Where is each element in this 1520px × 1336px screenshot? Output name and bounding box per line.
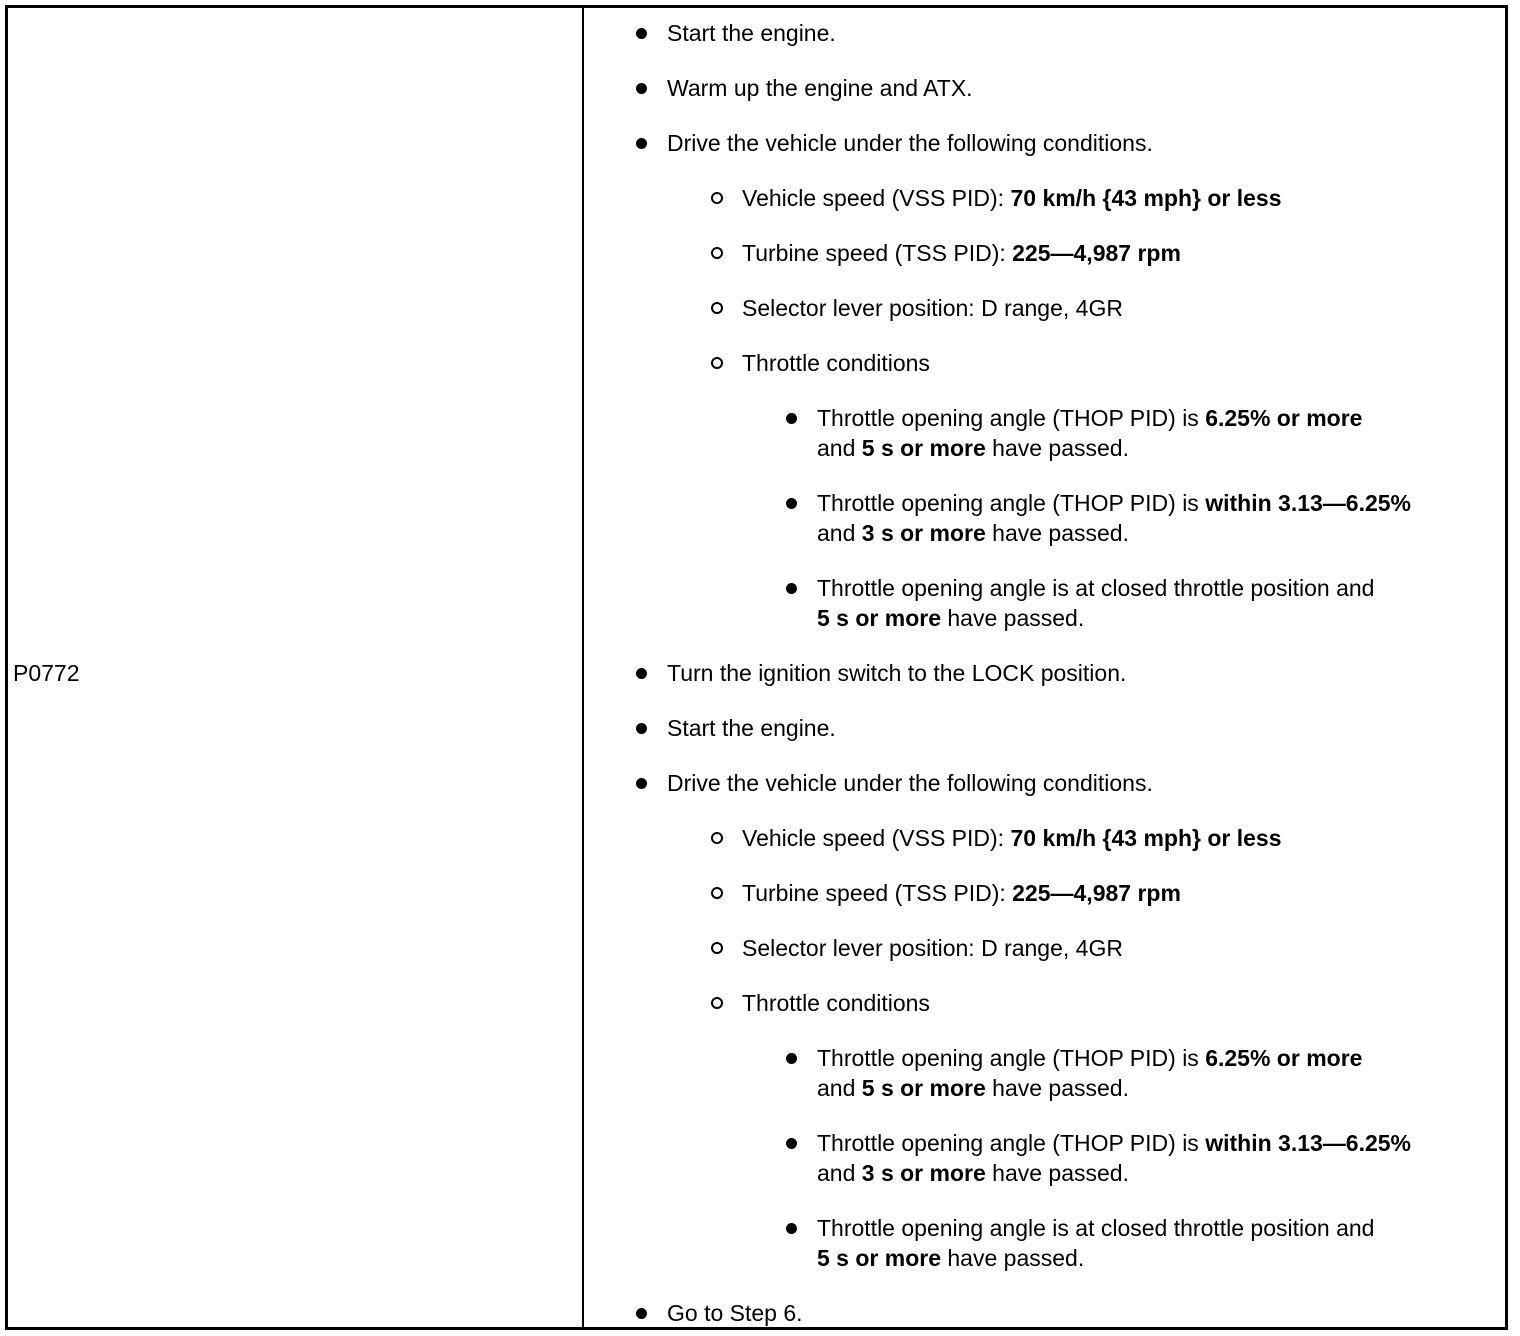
hollow-bullet-icon [711, 192, 723, 204]
hollow-bullet-icon [711, 357, 723, 369]
filled-bullet-icon [636, 1308, 647, 1319]
throttle-condition-mid: Throttle opening angle (THOP PID) is within 3.13—6.25% and 3 s or more have passed. [817, 1128, 1437, 1188]
condition-selector-lever: Selector lever position: D range, 4GR [742, 293, 1123, 323]
condition-turbine-speed: Turbine speed (TSS PID): 225—4,987 rpm [742, 878, 1181, 908]
throttle-condition-closed: Throttle opening angle is at closed throttle position and 5 s or more have passed. [817, 573, 1437, 633]
step-drive-vehicle-again: Drive the vehicle under the following conditions. [667, 768, 1153, 798]
hollow-bullet-icon [711, 942, 723, 954]
step-go-to-step-6: Go to Step 6. [667, 1298, 803, 1328]
filled-bullet-icon [786, 1138, 797, 1149]
hollow-bullet-icon [711, 832, 723, 844]
procedure-steps-cell [586, 8, 1505, 1327]
step-start-engine-again: Start the engine. [667, 713, 836, 743]
filled-bullet-icon [786, 498, 797, 509]
filled-bullet-icon [636, 778, 647, 789]
hollow-bullet-icon [711, 302, 723, 314]
hollow-bullet-icon [711, 997, 723, 1009]
condition-throttle: Throttle conditions [742, 348, 930, 378]
step-warm-up: Warm up the engine and ATX. [667, 73, 973, 103]
throttle-condition-closed: Throttle opening angle is at closed throttle position and 5 s or more have passed. [817, 1213, 1437, 1273]
procedure-table [5, 5, 1508, 1330]
filled-bullet-icon [636, 723, 647, 734]
filled-bullet-icon [786, 1223, 797, 1234]
filled-bullet-icon [786, 583, 797, 594]
filled-bullet-icon [786, 413, 797, 424]
step-start-engine: Start the engine. [667, 18, 836, 48]
hollow-bullet-icon [711, 247, 723, 259]
throttle-condition-wide: Throttle opening angle (THOP PID) is 6.25% or more and 5 s or more have passed. [817, 1043, 1437, 1103]
condition-vehicle-speed: Vehicle speed (VSS PID): 70 km/h {43 mph} or less [742, 823, 1281, 853]
condition-selector-lever: Selector lever position: D range, 4GR [742, 933, 1123, 963]
filled-bullet-icon [636, 28, 647, 39]
condition-throttle: Throttle conditions [742, 988, 930, 1018]
throttle-condition-mid: Throttle opening angle (THOP PID) is within 3.13—6.25% and 3 s or more have passed. [817, 488, 1437, 548]
step-ignition-lock: Turn the ignition switch to the LOCK position. [667, 658, 1126, 688]
condition-turbine-speed: Turbine speed (TSS PID): 225—4,987 rpm [742, 238, 1181, 268]
filled-bullet-icon [786, 1053, 797, 1064]
throttle-condition-wide: Throttle opening angle (THOP PID) is 6.25% or more and 5 s or more have passed. [817, 403, 1437, 463]
hollow-bullet-icon [711, 887, 723, 899]
step-drive-vehicle: Drive the vehicle under the following conditions. [667, 128, 1153, 158]
filled-bullet-icon [636, 668, 647, 679]
filled-bullet-icon [636, 138, 647, 149]
filled-bullet-icon [636, 83, 647, 94]
condition-vehicle-speed: Vehicle speed (VSS PID): 70 km/h {43 mph} or less [742, 183, 1281, 213]
dtc-code: P0772 [13, 660, 80, 686]
dtc-code-cell [8, 8, 584, 1327]
